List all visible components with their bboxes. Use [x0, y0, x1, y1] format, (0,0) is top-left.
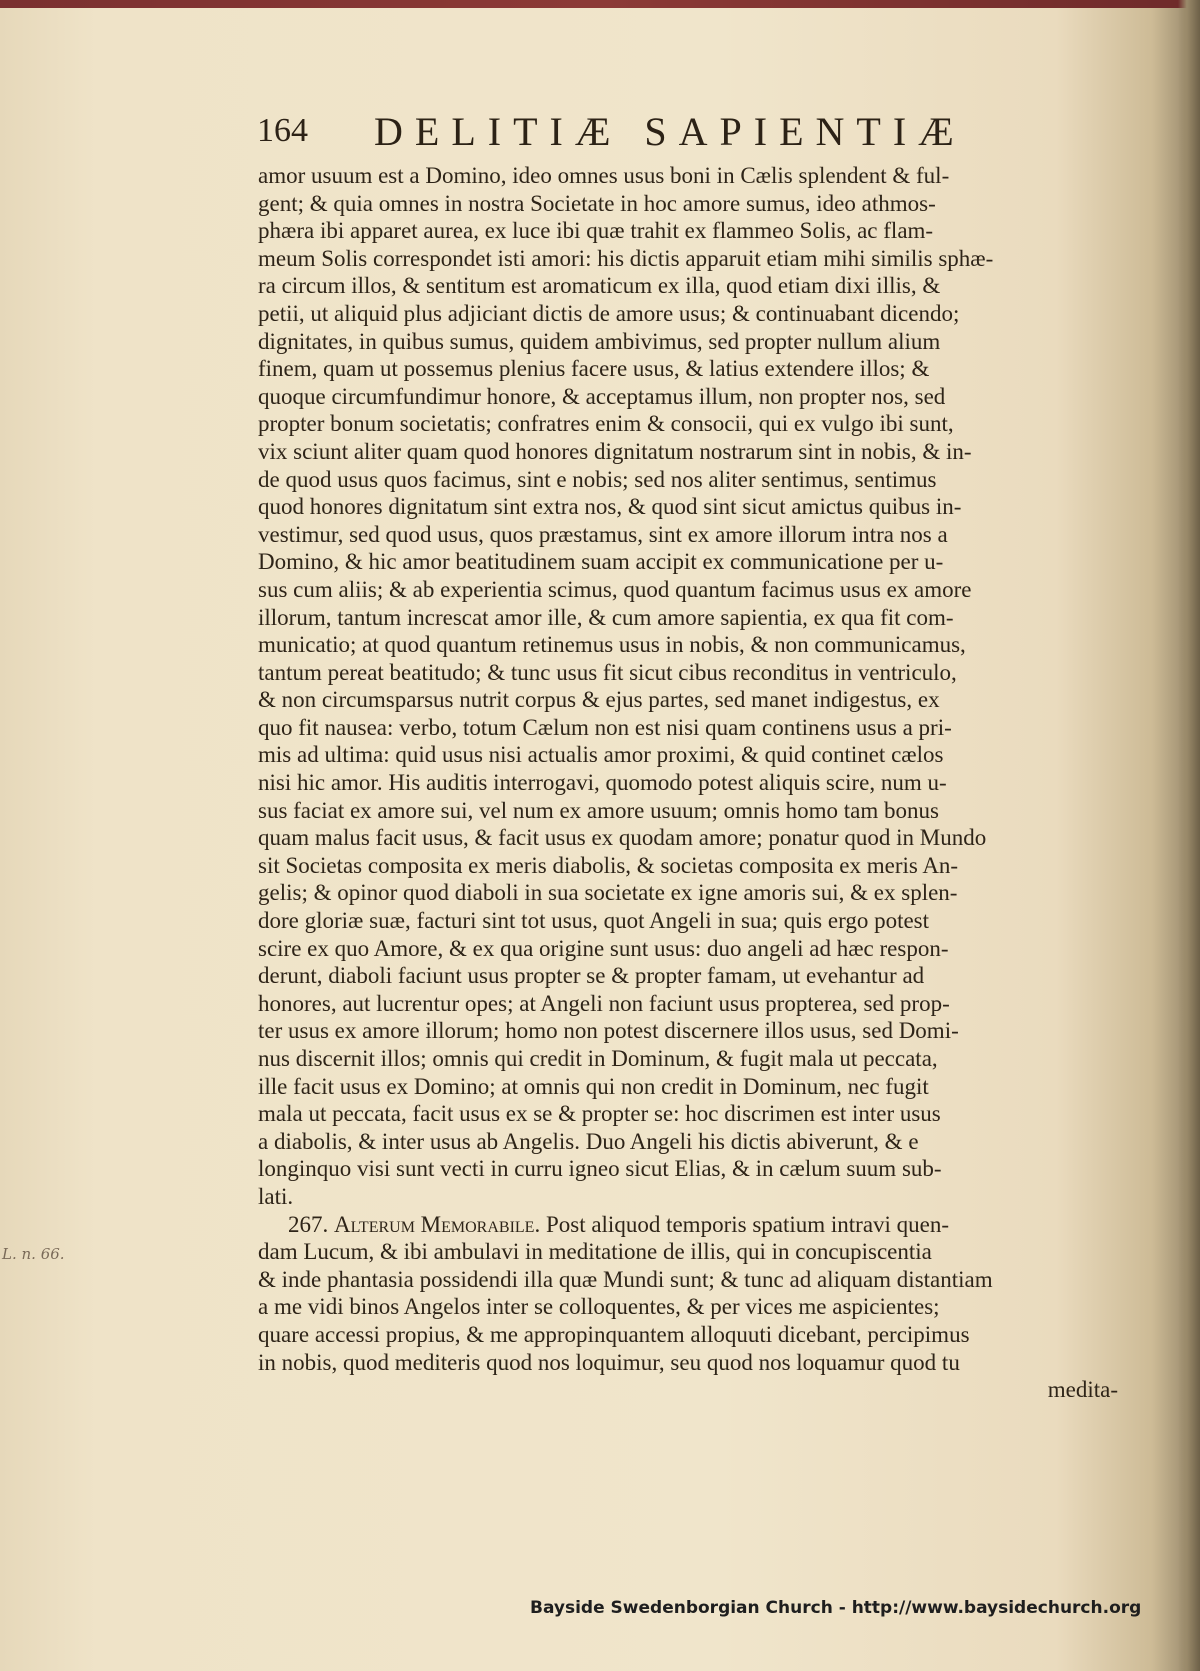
text-line	[258, 328, 1118, 356]
text-line	[258, 879, 1118, 907]
text-line	[258, 190, 1118, 218]
text-line	[258, 962, 1118, 990]
line-text: ter usus ex amore illorum; homo non potest discernere illos usus, sed Domi-	[258, 1018, 959, 1044]
text-line	[258, 1183, 1118, 1211]
text-line	[258, 1128, 1118, 1156]
text-line	[258, 714, 1118, 742]
line-text: longinquo visi sunt vecti in curru igneo sicut Elias, & in cælum suum sub-	[258, 1156, 942, 1182]
text-line	[258, 355, 1118, 383]
line-text: amor usuum est a Domino, ideo omnes usus boni in Cælis splendent & ful-	[258, 163, 950, 188]
line-text: nisi hic amor. His auditis interrogavi, quomodo potest aliquis scire, num u-	[258, 770, 947, 796]
running-head	[257, 108, 1017, 158]
line-text: scire ex quo Amore, & ex qua origine sunt usus: duo angeli ad hæc respon-	[258, 935, 949, 961]
text-line	[258, 576, 1118, 604]
page-right-shadow	[1178, 0, 1200, 1671]
line-text: sus cum aliis; & ab experientia scimus, quod quantum facimus usus ex amore	[258, 576, 972, 602]
text-line	[258, 1211, 1118, 1239]
text-line	[258, 1100, 1118, 1128]
text-line	[258, 300, 1118, 328]
line-text: honores, aut lucrentur opes; at Angeli non faciunt usus propterea, sed prop-	[258, 990, 950, 1016]
text-line	[258, 548, 1118, 576]
text-line	[258, 272, 1118, 300]
line-text: derunt, diaboli faciunt usus propter se & propter famam, ut evehantur ad	[258, 963, 925, 989]
text-line	[258, 1349, 1118, 1377]
line-text: mis ad ultima: quid usus nisi actualis amor proximi, & quid continet cælos	[258, 742, 944, 768]
line-text: tantum pereat beatitudo; & tunc usus fit sicut cibus reconditus in ventriculo,	[258, 659, 957, 685]
line-text: dam Lucum, & ibi ambulavi in meditatione de illis, qui in concupiscentia	[258, 1239, 932, 1265]
text-line	[258, 162, 1118, 190]
text-line	[258, 604, 1118, 632]
line-text: & inde phantasia possidendi illa quæ Mundi sunt; & tunc ad aliquam distantiam	[258, 1266, 993, 1292]
margin-annotation: L. n. 66.	[2, 1245, 65, 1263]
text-line	[258, 741, 1118, 769]
line-text: gelis; & opinor quod diaboli in sua societate ex igne amoris sui, & ex splen-	[258, 880, 958, 906]
line-text: petii, ut aliquid plus adjiciant dictis de amore usus; & continuabant dicendo;	[258, 300, 960, 326]
line-text: finem, quam ut possemus plenius facere usus, & latius extendere illos; &	[258, 356, 930, 382]
line-text: municatio; at quod quantum retinemus usus in nobis, & non communicamus,	[258, 632, 966, 658]
line-text: sus faciat ex amore sui, vel num ex amore usuum; omnis homo tam bonus	[258, 797, 939, 823]
text-line	[258, 659, 1118, 687]
text-line	[258, 217, 1118, 245]
line-text: quod honores dignitatum sint extra nos, & quod sint sicut amictus quibus in-	[258, 494, 962, 520]
text-line	[258, 1266, 1118, 1294]
line-text: sit Societas composita ex meris diabolis, & societas composita ex meris An-	[258, 852, 959, 878]
line-text: dignitates, in quibus sumus, quidem ambivimus, sed propter nullum alium	[258, 328, 941, 354]
line-text: Post aliquod temporis spatium intravi quen-	[545, 1211, 950, 1237]
text-line	[258, 1017, 1118, 1045]
text-line	[258, 1155, 1118, 1183]
text-line	[258, 990, 1118, 1018]
line-text: lati.	[258, 1183, 294, 1209]
line-text: ra circum illos, & sentitum est aromaticum ex illa, quod etiam dixi illis, &	[258, 273, 941, 299]
line-text: a diabolis, & inter usus ab Angelis. Duo Angeli his dictis abiverunt, & e	[258, 1128, 919, 1154]
text-line	[258, 824, 1118, 852]
text-line	[258, 769, 1118, 797]
section-heading: Alterum Memorabile.	[334, 1211, 541, 1237]
line-text: medita-	[1047, 1377, 1118, 1403]
text-line	[258, 631, 1118, 659]
text-line	[258, 1073, 1118, 1101]
text-line	[258, 907, 1118, 935]
footer-credit: Bayside Swedenborgian Church - http://www.baysidechurch.org	[530, 1598, 1142, 1618]
text-line	[258, 245, 1118, 273]
body-text	[258, 162, 1118, 1404]
text-line	[258, 1376, 1118, 1404]
running-title: DELITIÆ SAPIENTIÆ	[374, 109, 966, 154]
line-text: ille facit usus ex Domino; at omnis qui non credit in Dominum, nec fugit	[258, 1073, 929, 1099]
line-text: illorum, tantum increscat amor ille, & cum amore sapientia, ex qua fit com-	[258, 604, 954, 630]
text-line	[258, 686, 1118, 714]
text-line	[258, 1293, 1118, 1321]
line-text: in nobis, quod mediteris quod nos loquimur, seu quod nos loquamur quod tu	[258, 1349, 960, 1375]
line-text: a me vidi binos Angelos inter se colloquentes, & per vices me aspicientes;	[258, 1294, 940, 1320]
line-text: phæra ibi apparet aurea, ex luce ibi quæ trahit ex flammeo Solis, ac flam-	[258, 218, 934, 244]
line-text: nus discernit illos; omnis qui credit in Dominum, & fugit mala ut peccata,	[258, 1046, 938, 1071]
line-text: dore gloriæ suæ, facturi sint tot usus, quot Angeli in sua; quis ergo potest	[258, 908, 930, 934]
text-line	[258, 410, 1118, 438]
line-text: gent; & quia omnes in nostra Societate in hoc amore sumus, ideo athmos-	[258, 190, 936, 216]
line-text: quoque circumfundimur honore, & acceptamus illum, non propter nos, sed	[258, 383, 946, 409]
text-line	[258, 466, 1118, 494]
line-text: quo fit nausea: verbo, totum Cælum non est nisi quam continens usus a pri-	[258, 714, 952, 740]
text-line	[258, 1045, 1118, 1073]
text-line	[258, 521, 1118, 549]
text-line	[258, 797, 1118, 825]
line-text: de quod usus quos facimus, sint e nobis; sed nos aliter sentimus, sentimus	[258, 466, 937, 492]
text-line	[258, 383, 1118, 411]
line-text: & non circumsparsus nutrit corpus & ejus partes, sed manet indigestus, ex	[258, 687, 940, 713]
line-text: vestimur, sed quod usus, quos præstamus, sint ex amore illorum intra nos a	[258, 521, 948, 547]
section-number: 267.	[288, 1211, 329, 1237]
line-text: quare accessi propius, & me appropinquantem alloquuti dicebant, percipimus	[258, 1321, 970, 1347]
text-line	[258, 1321, 1118, 1349]
line-text: quam malus facit usus, & facit usus ex quodam amore; ponatur quod in Mundo	[258, 825, 987, 851]
line-text: propter bonum societatis; confratres enim & consocii, qui ex vulgo ibi sunt,	[258, 411, 954, 437]
line-text: mala ut peccata, facit usus ex se & propter se: hoc discrimen est inter usus	[258, 1101, 941, 1127]
line-text: meum Solis correspondet isti amori: his dictis apparuit etiam mihi similis sphæ-	[258, 245, 994, 271]
page-number: 164	[257, 112, 308, 149]
top-binding-edge	[0, 0, 1200, 8]
text-line	[258, 935, 1118, 963]
text-line	[258, 852, 1118, 880]
line-text: vix sciunt aliter quam quod honores dignitatum nostrarum sint in nobis, & in-	[258, 438, 972, 464]
text-line	[258, 493, 1118, 521]
text-line	[258, 1238, 1118, 1266]
text-line	[258, 438, 1118, 466]
line-text: Domino, & hic amor beatitudinem suam accipit ex communicatione per u-	[258, 549, 944, 575]
